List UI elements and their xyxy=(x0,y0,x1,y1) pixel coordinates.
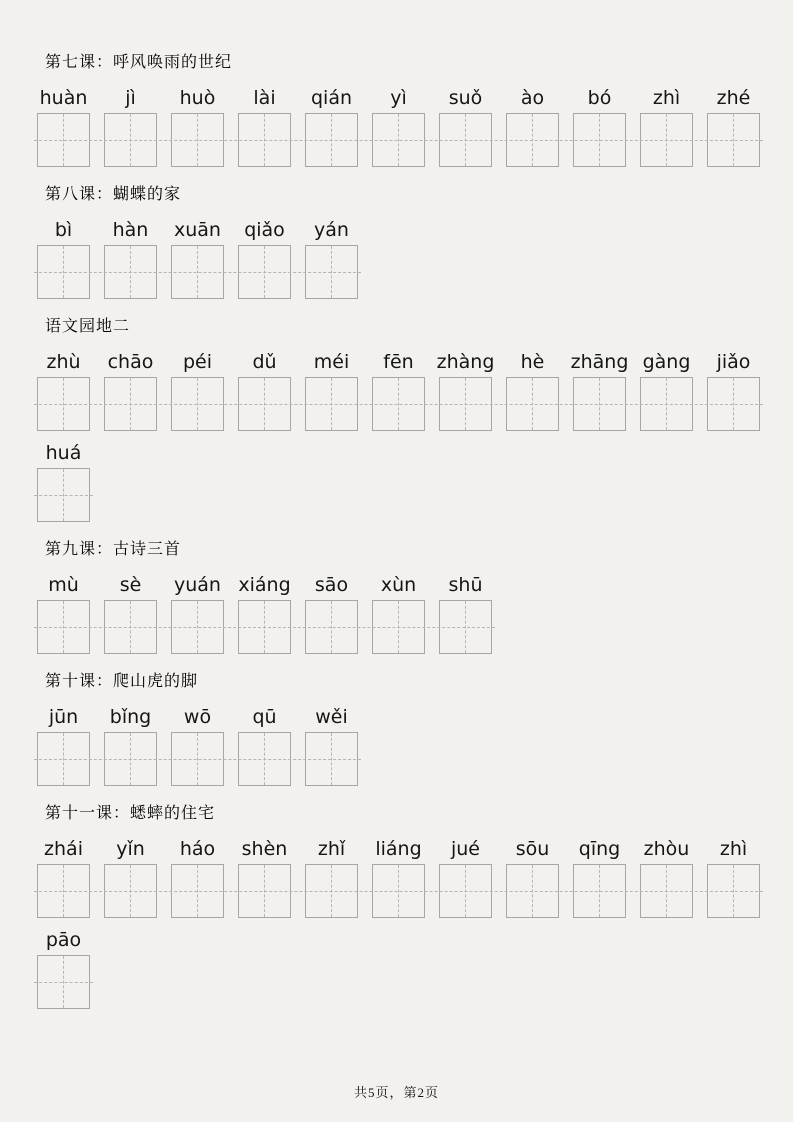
pinyin-cell xyxy=(171,350,224,431)
pinyin-label: sōu xyxy=(515,838,550,860)
tianzige-box[interactable] xyxy=(640,377,693,431)
pinyin-label: xuān xyxy=(174,219,221,241)
pinyin-label: yǐn xyxy=(116,838,145,860)
pinyin-label: sè xyxy=(119,574,142,596)
tianzige-box[interactable] xyxy=(439,113,492,167)
pinyin-cell xyxy=(37,441,90,522)
pinyin-cell xyxy=(104,573,157,654)
tianzige-box[interactable] xyxy=(707,377,760,431)
tianzige-box[interactable] xyxy=(37,600,90,654)
pinyin-label: dǔ xyxy=(252,351,277,373)
tianzige-box[interactable] xyxy=(305,245,358,299)
tianzige-box[interactable] xyxy=(238,245,291,299)
tianzige-box[interactable] xyxy=(305,377,358,431)
lesson-section xyxy=(37,804,773,1009)
pinyin-cell xyxy=(238,705,291,786)
pinyin-label: gàng xyxy=(642,351,691,373)
pinyin-label: háo xyxy=(179,838,216,860)
pinyin-cell xyxy=(171,218,224,299)
pinyin-label: bì xyxy=(54,219,73,241)
pinyin-label: xiáng xyxy=(238,574,291,596)
pinyin-label: shèn xyxy=(241,838,288,860)
pinyin-cell xyxy=(104,705,157,786)
pinyin-label: huàn xyxy=(39,87,88,109)
pinyin-label: wō xyxy=(183,706,212,728)
pinyin-cell xyxy=(573,86,626,167)
pinyin-label: ào xyxy=(520,87,545,109)
pinyin-cell xyxy=(305,218,358,299)
tianzige-box[interactable] xyxy=(640,864,693,918)
tianzige-box[interactable] xyxy=(37,113,90,167)
pinyin-cell xyxy=(640,837,693,918)
section-title: 第九课：古诗三首 xyxy=(45,541,182,558)
lesson-section xyxy=(37,317,773,522)
pinyin-cell xyxy=(104,837,157,918)
pinyin-cell xyxy=(506,837,559,918)
pinyin-label: jué xyxy=(450,838,480,860)
tianzige-box[interactable] xyxy=(506,377,559,431)
pinyin-cell xyxy=(238,837,291,918)
section-title: 第十一课：蟋蟀的住宅 xyxy=(45,805,216,822)
tianzige-box[interactable] xyxy=(104,113,157,167)
page-number: 共5页，第2页 xyxy=(353,1085,439,1100)
tianzige-box[interactable] xyxy=(104,377,157,431)
pinyin-label: hàn xyxy=(112,219,149,241)
pinyin-cell xyxy=(640,350,693,431)
pinyin-label: pāo xyxy=(45,929,82,951)
pinyin-label: suǒ xyxy=(448,87,483,109)
pinyin-label: hè xyxy=(520,351,545,373)
pinyin-box-row xyxy=(37,218,358,299)
section-title: 第八课：蝴蝶的家 xyxy=(45,186,182,203)
tianzige-box[interactable] xyxy=(37,732,90,786)
section-title: 第十课：爬山虎的脚 xyxy=(45,673,199,690)
pinyin-cell xyxy=(372,350,425,431)
tianzige-box[interactable] xyxy=(305,113,358,167)
pinyin-cell xyxy=(305,86,358,167)
pinyin-cell xyxy=(171,837,224,918)
pinyin-cell xyxy=(37,218,90,299)
pinyin-box-row xyxy=(37,86,760,167)
pinyin-cell xyxy=(305,837,358,918)
pinyin-label: bǐng xyxy=(109,706,152,728)
pinyin-cell xyxy=(171,573,224,654)
tianzige-box[interactable] xyxy=(573,113,626,167)
pinyin-label: jiǎo xyxy=(716,351,751,373)
pinyin-label: yì xyxy=(390,87,407,109)
tianzige-box[interactable] xyxy=(171,864,224,918)
tianzige-box[interactable] xyxy=(305,732,358,786)
pinyin-label: zhé xyxy=(716,87,751,109)
pinyin-box-row xyxy=(37,441,90,522)
pinyin-cell xyxy=(436,350,495,431)
pinyin-label: wěi xyxy=(315,706,348,728)
pinyin-label: zhì xyxy=(719,838,748,860)
pinyin-cell xyxy=(506,86,559,167)
pinyin-cell xyxy=(37,86,90,167)
tianzige-box[interactable] xyxy=(37,468,90,522)
pinyin-cell xyxy=(171,86,224,167)
tianzige-box[interactable] xyxy=(171,600,224,654)
pinyin-box-row xyxy=(37,350,760,431)
pinyin-label: liáng xyxy=(375,838,422,860)
tianzige-box[interactable] xyxy=(104,600,157,654)
section-title: 第七课：呼风唤雨的世纪 xyxy=(45,54,233,71)
pinyin-label: lài xyxy=(253,87,276,109)
pinyin-cell xyxy=(238,350,291,431)
pinyin-box-row xyxy=(37,573,492,654)
tianzige-box[interactable] xyxy=(171,113,224,167)
pinyin-label: méi xyxy=(313,351,350,373)
pinyin-cell xyxy=(305,705,358,786)
pinyin-cell xyxy=(372,837,425,918)
pinyin-cell xyxy=(305,350,358,431)
pinyin-cell xyxy=(171,705,224,786)
tianzige-box[interactable] xyxy=(238,600,291,654)
lesson-section xyxy=(37,540,773,654)
pinyin-label: zhái xyxy=(44,838,83,860)
tianzige-box[interactable] xyxy=(238,864,291,918)
tianzige-box[interactable] xyxy=(372,864,425,918)
pinyin-cell xyxy=(372,86,425,167)
pinyin-cell xyxy=(104,86,157,167)
pinyin-cell xyxy=(104,218,157,299)
pinyin-label: qīng xyxy=(578,838,621,860)
pinyin-cell xyxy=(104,350,157,431)
pinyin-cell xyxy=(439,86,492,167)
pinyin-cell xyxy=(238,86,291,167)
pinyin-cell xyxy=(439,837,492,918)
tianzige-box[interactable] xyxy=(37,864,90,918)
tianzige-box[interactable] xyxy=(439,600,492,654)
tianzige-box[interactable] xyxy=(305,864,358,918)
pinyin-label: jì xyxy=(125,87,136,109)
pinyin-label: huá xyxy=(45,442,82,464)
pinyin-cell xyxy=(707,350,760,431)
tianzige-box[interactable] xyxy=(707,113,760,167)
pinyin-cell xyxy=(372,573,425,654)
sections-container xyxy=(37,53,773,1009)
pinyin-label: zhāng xyxy=(570,351,629,373)
tianzige-box[interactable] xyxy=(372,600,425,654)
tianzige-box[interactable] xyxy=(104,732,157,786)
pinyin-cell xyxy=(707,86,760,167)
tianzige-box[interactable] xyxy=(707,864,760,918)
pinyin-cell xyxy=(37,928,90,1009)
pinyin-cell xyxy=(37,350,90,431)
tianzige-box[interactable] xyxy=(573,864,626,918)
pinyin-label: yán xyxy=(314,219,349,241)
tianzige-box[interactable] xyxy=(372,377,425,431)
pinyin-cell xyxy=(37,573,90,654)
pinyin-label: zhòu xyxy=(643,838,690,860)
pinyin-label: sāo xyxy=(314,574,349,596)
pinyin-label: chāo xyxy=(107,351,154,373)
tianzige-box[interactable] xyxy=(37,955,90,1009)
tianzige-box[interactable] xyxy=(171,245,224,299)
tianzige-box[interactable] xyxy=(238,732,291,786)
pinyin-label: bó xyxy=(587,87,612,109)
lesson-section xyxy=(37,672,773,786)
pinyin-label: péi xyxy=(182,351,213,373)
tianzige-box[interactable] xyxy=(104,864,157,918)
lesson-section xyxy=(37,53,773,167)
pinyin-cell xyxy=(570,350,629,431)
tianzige-box[interactable] xyxy=(439,377,492,431)
pinyin-label: shū xyxy=(448,574,483,596)
tianzige-box[interactable] xyxy=(506,113,559,167)
section-title: 语文园地二 xyxy=(45,318,131,335)
pinyin-label: xùn xyxy=(380,574,417,596)
pinyin-label: mù xyxy=(48,574,79,596)
pinyin-cell xyxy=(305,573,358,654)
pinyin-cell xyxy=(37,837,90,918)
pinyin-label: huò xyxy=(179,87,216,109)
pinyin-label: fēn xyxy=(383,351,414,373)
tianzige-box[interactable] xyxy=(506,864,559,918)
tianzige-box[interactable] xyxy=(573,377,626,431)
pinyin-cell xyxy=(37,705,90,786)
pinyin-label: zhǐ xyxy=(317,838,346,860)
pinyin-label: qiǎo xyxy=(244,219,285,241)
lesson-section xyxy=(37,185,773,299)
pinyin-label: zhì xyxy=(652,87,681,109)
pinyin-label: zhàng xyxy=(436,351,495,373)
pinyin-cell xyxy=(238,218,291,299)
tianzige-box[interactable] xyxy=(37,377,90,431)
tianzige-box[interactable] xyxy=(238,113,291,167)
tianzige-box[interactable] xyxy=(171,732,224,786)
pinyin-cell xyxy=(640,86,693,167)
pinyin-label: qū xyxy=(252,706,277,728)
tianzige-box[interactable] xyxy=(305,600,358,654)
pinyin-box-row xyxy=(37,705,358,786)
pinyin-cell xyxy=(573,837,626,918)
pinyin-box-row xyxy=(37,837,760,918)
tianzige-box[interactable] xyxy=(104,245,157,299)
pinyin-label: jūn xyxy=(48,706,79,728)
tianzige-box[interactable] xyxy=(171,377,224,431)
tianzige-box[interactable] xyxy=(372,113,425,167)
pinyin-cell xyxy=(439,573,492,654)
pinyin-box-row xyxy=(37,928,90,1009)
pinyin-cell xyxy=(238,573,291,654)
pinyin-label: yuán xyxy=(174,574,221,596)
tianzige-box[interactable] xyxy=(238,377,291,431)
pinyin-label: zhù xyxy=(46,351,81,373)
pinyin-cell xyxy=(506,350,559,431)
pinyin-label: qián xyxy=(310,87,353,109)
tianzige-box[interactable] xyxy=(640,113,693,167)
tianzige-box[interactable] xyxy=(37,245,90,299)
pinyin-cell xyxy=(707,837,760,918)
tianzige-box[interactable] xyxy=(439,864,492,918)
